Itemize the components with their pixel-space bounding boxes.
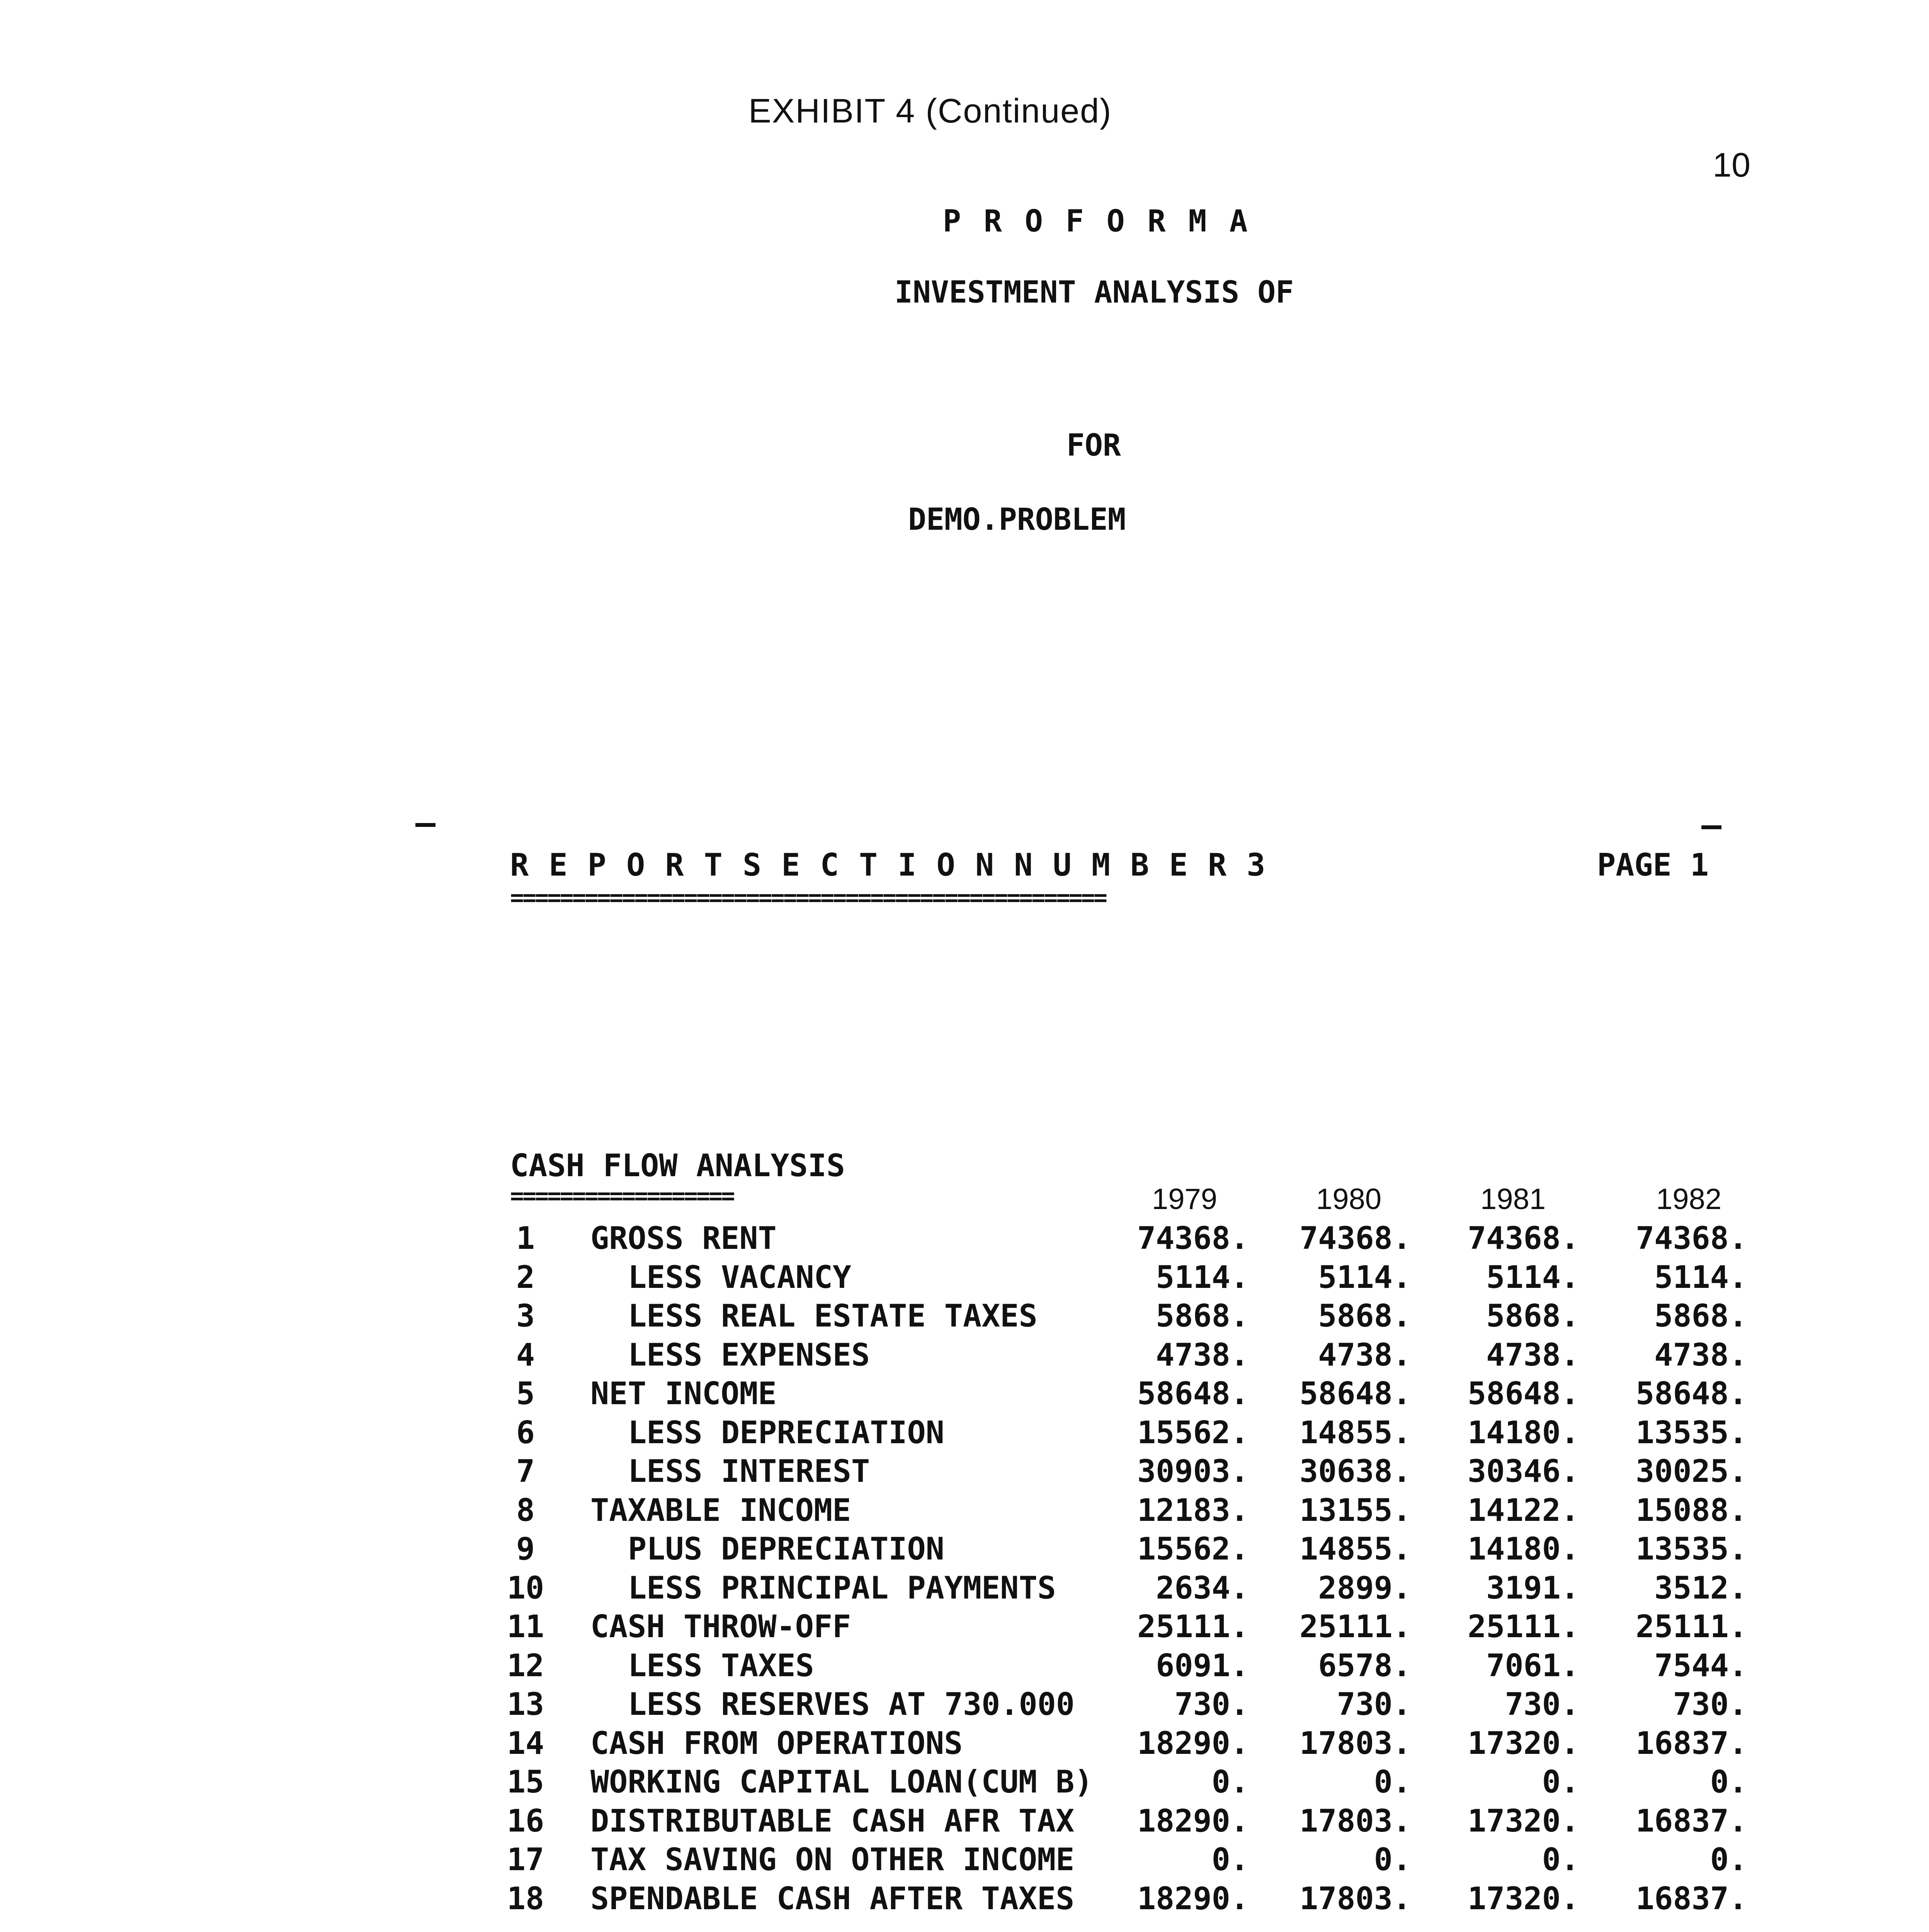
row-value: 74368. (1137, 1220, 1249, 1256)
table-row (0, 1376, 1929, 1414)
row-value: 6578. (1318, 1648, 1411, 1684)
row-value: 5114. (1654, 1259, 1747, 1295)
row-label: PLUS DEPRECIATION (628, 1531, 944, 1567)
row-value: 58648. (1636, 1376, 1747, 1412)
table-row (0, 1725, 1929, 1764)
row-value: 13535. (1636, 1415, 1747, 1451)
row-value: 2899. (1318, 1570, 1411, 1606)
row-value: 14180. (1468, 1531, 1579, 1567)
row-number: 17 (507, 1842, 544, 1878)
row-value: 14122. (1468, 1492, 1579, 1528)
table-row (0, 1415, 1929, 1453)
corner-mark (1701, 825, 1721, 829)
row-label: TAX SAVING ON OTHER INCOME (590, 1842, 1075, 1878)
row-number: 15 (507, 1764, 544, 1800)
row-value: 5114. (1486, 1259, 1579, 1295)
row-number: 18 (507, 1881, 544, 1917)
row-value: 0. (1211, 1764, 1249, 1800)
row-value: 17320. (1468, 1803, 1579, 1839)
row-number: 6 (516, 1415, 535, 1451)
row-value: 14855. (1300, 1415, 1411, 1451)
row-value: 0. (1211, 1842, 1249, 1878)
table-row (0, 1609, 1929, 1647)
year-header: 1980 (1316, 1183, 1381, 1216)
row-value: 0. (1542, 1842, 1579, 1878)
row-value: 15562. (1137, 1531, 1249, 1567)
row-value: 74368. (1468, 1220, 1579, 1256)
page-number: 10 (1713, 146, 1750, 184)
row-value: 17320. (1468, 1881, 1579, 1917)
row-number: 11 (507, 1609, 544, 1645)
row-value: 30638. (1300, 1453, 1411, 1489)
row-label: LESS VACANCY (628, 1259, 851, 1295)
table-row (0, 1220, 1929, 1259)
row-value: 5114. (1318, 1259, 1411, 1295)
row-value: 4738. (1486, 1337, 1579, 1373)
row-number: 7 (516, 1453, 535, 1489)
report-page-label: PAGE 1 (1597, 847, 1709, 883)
year-header: 1979 (1152, 1183, 1217, 1216)
row-value: 25111. (1468, 1609, 1579, 1645)
row-value: 5868. (1486, 1298, 1579, 1334)
report-section-header: R E P O R T S E C T I O N N U M B E R 3 (510, 847, 1266, 883)
row-number: 12 (507, 1648, 544, 1684)
row-value: 25111. (1636, 1609, 1747, 1645)
row-value: 4738. (1654, 1337, 1747, 1373)
row-value: 0. (1710, 1764, 1747, 1800)
table-row (0, 1298, 1929, 1337)
table-row (0, 1259, 1929, 1298)
table-row (0, 1803, 1929, 1842)
row-number: 14 (507, 1725, 544, 1761)
row-value: 25111. (1137, 1609, 1249, 1645)
year-header: 1982 (1656, 1183, 1721, 1216)
row-number: 13 (507, 1686, 544, 1722)
row-value: 17803. (1300, 1803, 1411, 1839)
row-number: 10 (507, 1570, 544, 1606)
table-row (0, 1570, 1929, 1609)
row-value: 16837. (1636, 1725, 1747, 1761)
report-section-rule: ================================================ (510, 884, 1106, 911)
row-label: TAXABLE INCOME (590, 1492, 851, 1528)
row-number: 8 (516, 1492, 535, 1528)
row-value: 74368. (1636, 1220, 1747, 1256)
row-value: 14180. (1468, 1415, 1579, 1451)
row-value: 730. (1505, 1686, 1579, 1722)
row-label: GROSS RENT (590, 1220, 777, 1256)
row-number: 5 (516, 1376, 535, 1412)
table-row (0, 1492, 1929, 1531)
row-value: 16837. (1636, 1881, 1747, 1917)
row-value: 0. (1374, 1764, 1411, 1800)
row-value: 13155. (1300, 1492, 1411, 1528)
row-value: 25111. (1300, 1609, 1411, 1645)
table-row (0, 1686, 1929, 1725)
row-value: 18290. (1137, 1803, 1249, 1839)
row-value: 6091. (1156, 1648, 1249, 1684)
row-value: 4738. (1156, 1337, 1249, 1373)
table-row (0, 1648, 1929, 1686)
row-value: 7061. (1486, 1648, 1579, 1684)
row-value: 0. (1710, 1842, 1747, 1878)
corner-mark (415, 823, 435, 827)
row-value: 730. (1337, 1686, 1411, 1722)
row-value: 17320. (1468, 1725, 1579, 1761)
year-header: 1981 (1480, 1183, 1546, 1216)
row-value: 15562. (1137, 1415, 1249, 1451)
row-value: 18290. (1137, 1881, 1249, 1917)
table-row (0, 1531, 1929, 1570)
row-number: 16 (507, 1803, 544, 1839)
row-value: 17803. (1300, 1725, 1411, 1761)
table-row (0, 1764, 1929, 1803)
row-value: 5114. (1156, 1259, 1249, 1295)
row-value: 7544. (1654, 1648, 1747, 1684)
row-label: LESS RESERVES AT 730.000 (628, 1686, 1075, 1722)
exhibit-heading: EXHIBIT 4 (Continued) (748, 92, 1112, 130)
row-label: CASH FROM OPERATIONS (590, 1725, 963, 1761)
row-label: LESS INTEREST (628, 1453, 870, 1489)
row-number: 1 (516, 1220, 535, 1256)
row-value: 5868. (1318, 1298, 1411, 1334)
row-value: 74368. (1300, 1220, 1411, 1256)
row-value: 4738. (1318, 1337, 1411, 1373)
table-row (0, 1842, 1929, 1880)
project-name: DEMO.PROBLEM (908, 502, 1126, 537)
row-label: LESS REAL ESTATE TAXES (628, 1298, 1038, 1334)
row-label: NET INCOME (590, 1376, 777, 1412)
row-label: DISTRIBUTABLE CASH AFR TAX (590, 1803, 1075, 1839)
row-value: 58648. (1137, 1376, 1249, 1412)
row-label: LESS PRINCIPAL PAYMENTS (628, 1570, 1056, 1606)
row-number: 9 (516, 1531, 535, 1567)
row-value: 30025. (1636, 1453, 1747, 1489)
row-label: LESS DEPRECIATION (628, 1415, 944, 1451)
row-value: 5868. (1156, 1298, 1249, 1334)
row-value: 3191. (1486, 1570, 1579, 1606)
row-label: CASH THROW-OFF (590, 1609, 851, 1645)
row-value: 58648. (1300, 1376, 1411, 1412)
row-label: WORKING CAPITAL LOAN(CUM B) (590, 1764, 1093, 1800)
row-value: 15088. (1636, 1492, 1747, 1528)
report-subtitle: INVESTMENT ANALYSIS OF (895, 275, 1294, 310)
row-value: 2634. (1156, 1570, 1249, 1606)
cash-flow-title-rule: ================== (510, 1182, 734, 1209)
table-row (0, 1881, 1929, 1919)
row-value: 16837. (1636, 1803, 1747, 1839)
report-title: P R O F O R M A (943, 204, 1250, 239)
row-value: 0. (1542, 1764, 1579, 1800)
row-value: 30903. (1137, 1453, 1249, 1489)
row-value: 18290. (1137, 1725, 1249, 1761)
row-value: 0. (1374, 1842, 1411, 1878)
row-value: 13535. (1636, 1531, 1747, 1567)
row-number: 4 (516, 1337, 535, 1373)
row-value: 17803. (1300, 1881, 1411, 1917)
row-value: 730. (1673, 1686, 1747, 1722)
row-label: LESS EXPENSES (628, 1337, 870, 1373)
table-row (0, 1453, 1929, 1492)
row-label: LESS TAXES (628, 1648, 814, 1684)
for-label: FOR (1067, 428, 1121, 463)
row-number: 2 (516, 1259, 535, 1295)
row-value: 58648. (1468, 1376, 1579, 1412)
row-value: 730. (1174, 1686, 1249, 1722)
row-value: 5868. (1654, 1298, 1747, 1334)
row-value: 14855. (1300, 1531, 1411, 1567)
row-value: 12183. (1137, 1492, 1249, 1528)
table-row (0, 1337, 1929, 1376)
row-number: 3 (516, 1298, 535, 1334)
row-value: 3512. (1654, 1570, 1747, 1606)
cash-flow-title: CASH FLOW ANALYSIS (510, 1148, 845, 1184)
row-value: 30346. (1468, 1453, 1579, 1489)
row-label: SPENDABLE CASH AFTER TAXES (590, 1881, 1075, 1917)
